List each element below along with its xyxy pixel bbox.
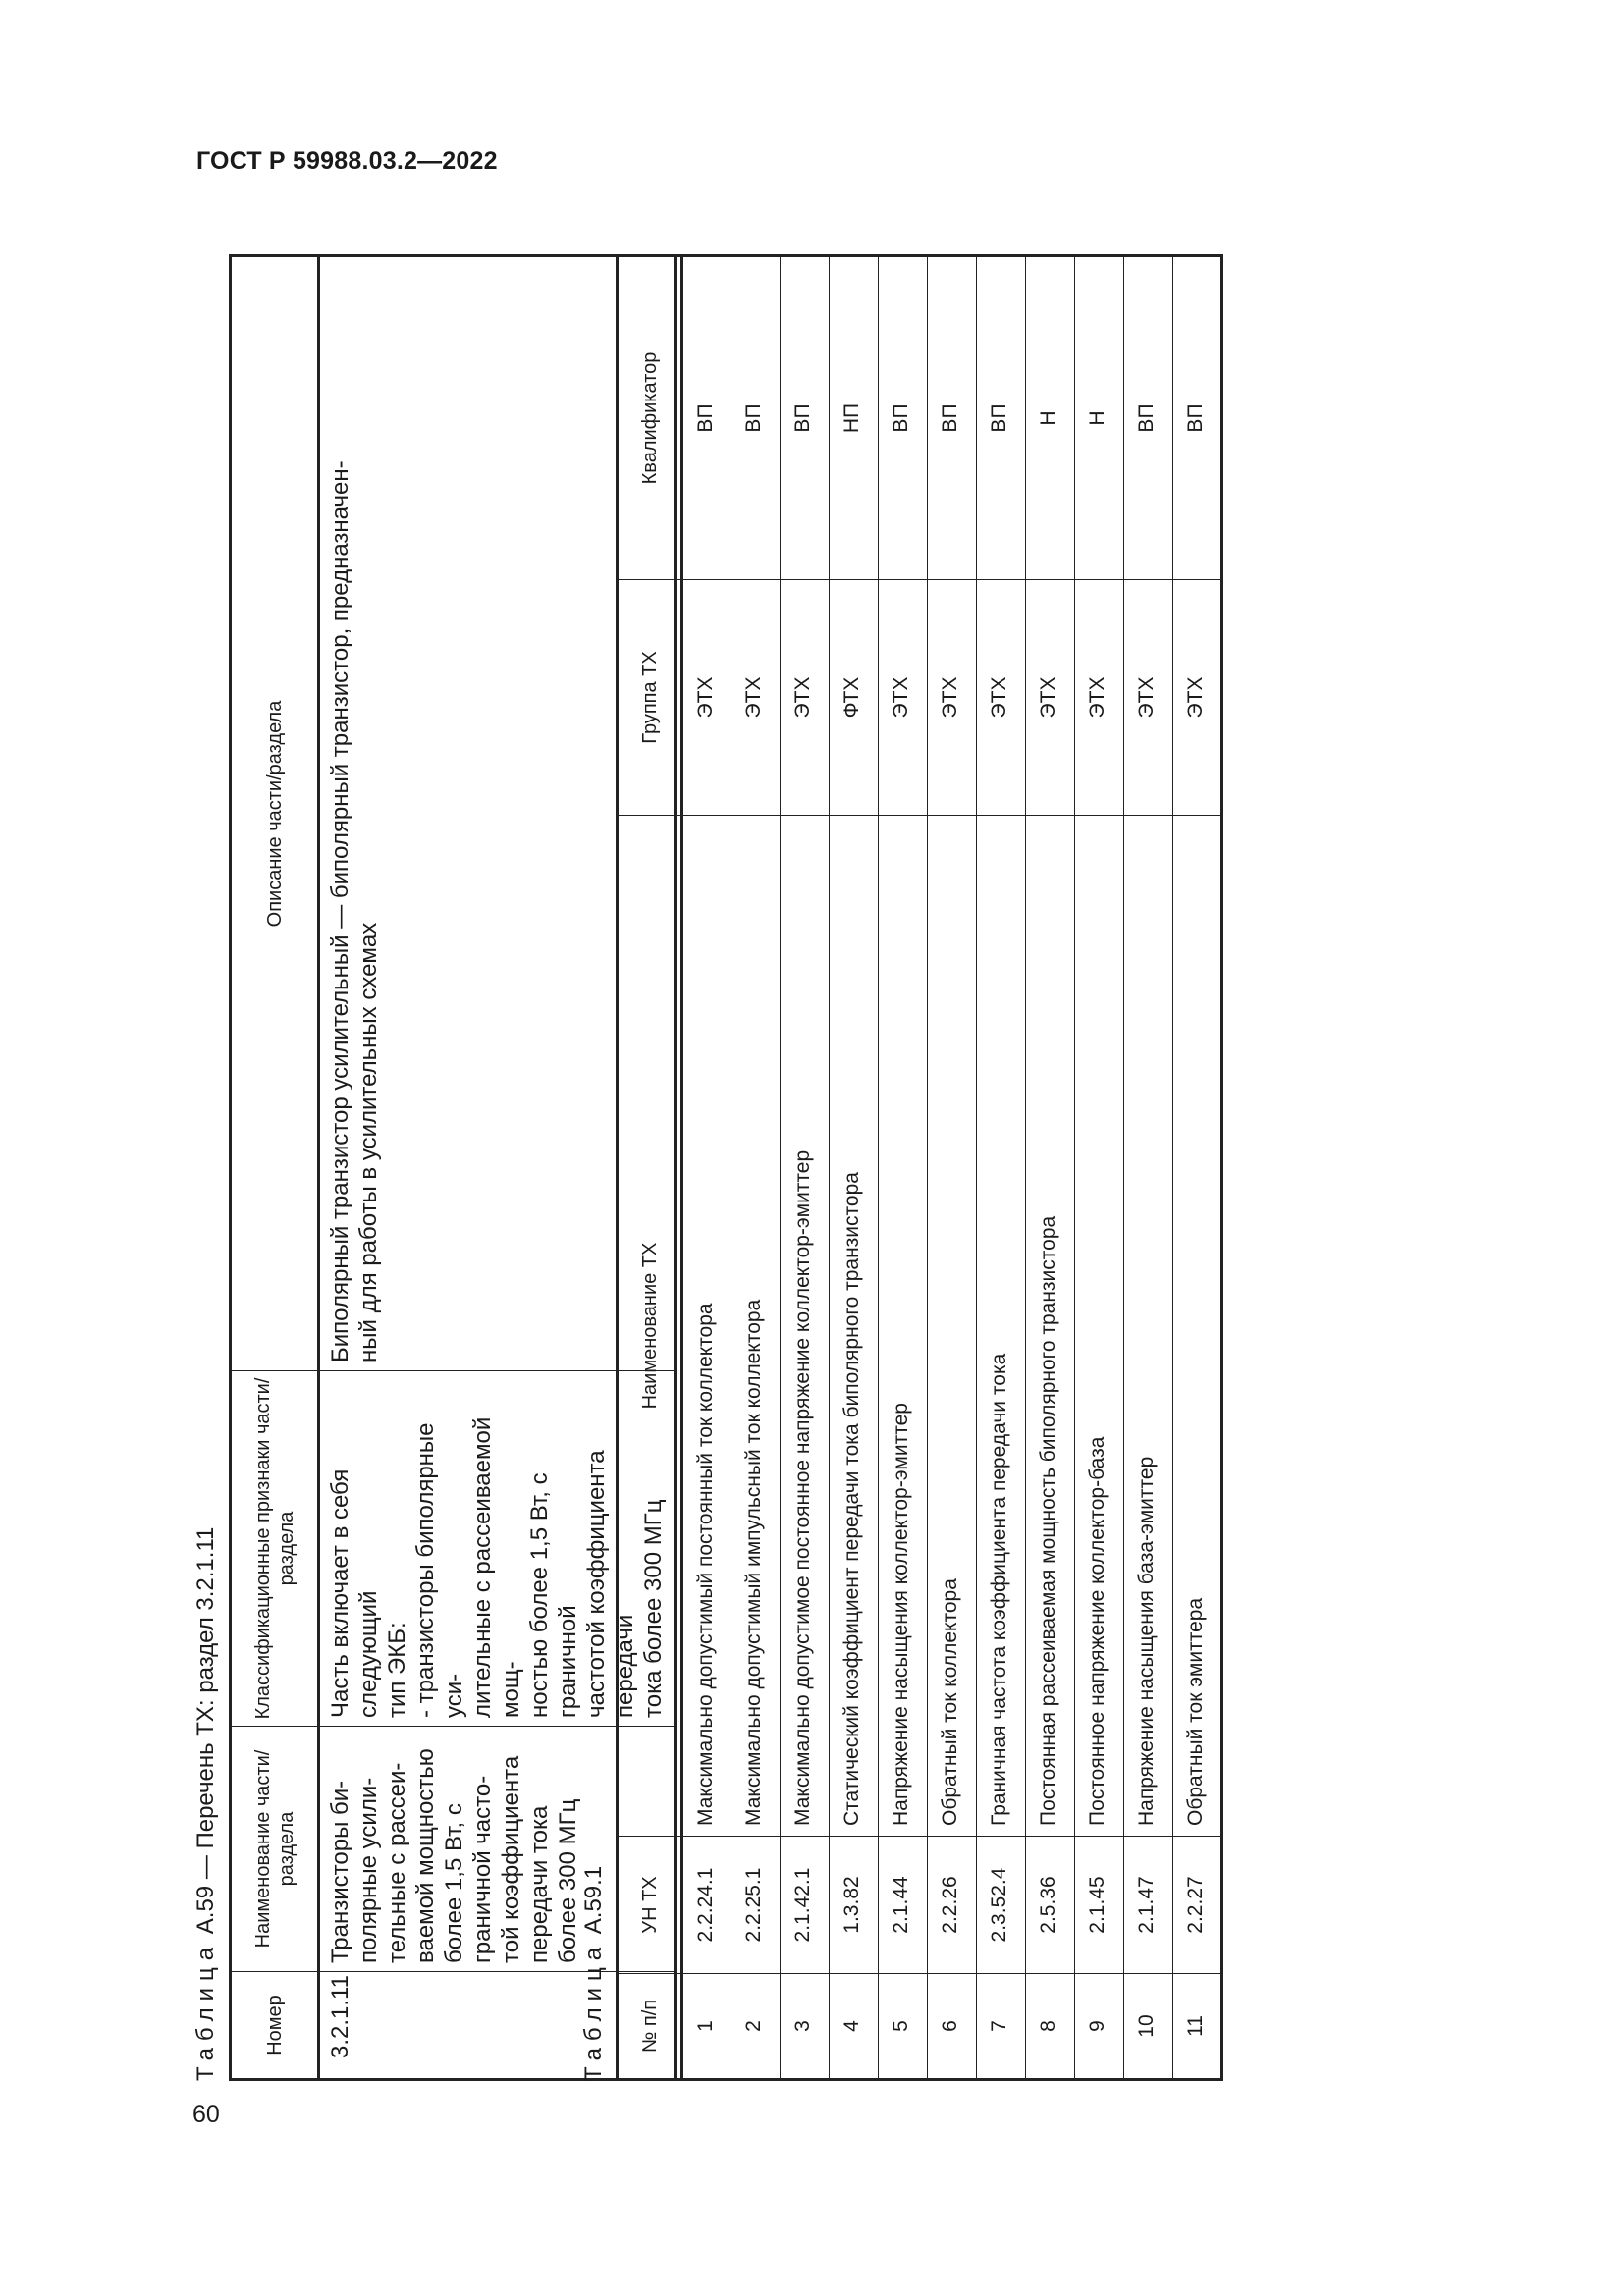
cell-code: 2.1.44 bbox=[879, 1837, 928, 1974]
cell-code: 2.1.45 bbox=[1075, 1837, 1124, 1974]
cell-characteristic-name: Максимально допустимый постоянный ток коллектора bbox=[682, 816, 731, 1837]
table-row bbox=[830, 256, 879, 2080]
cell-qualifier: ВП bbox=[1173, 256, 1222, 580]
cell-qualifier: НП bbox=[830, 256, 879, 580]
column-header-qualifier: Квалификатор bbox=[618, 256, 682, 580]
column-header-name: Наименование части/ раздела bbox=[231, 1727, 319, 1972]
cell-code: 2.3.52.4 bbox=[977, 1837, 1026, 1974]
cell-group: ЭТХ bbox=[731, 580, 781, 816]
caption-text: А.59.1 bbox=[580, 1865, 607, 1935]
cell-group: ФТХ bbox=[830, 580, 879, 816]
column-header-characteristic-name: Наименование ТХ bbox=[618, 816, 682, 1837]
cell-name: Транзисторы би- полярные усили- тельные с рассеи- ваемой мощностью более 1,5 Вт, с граничной часто- той коэффициента передачи тока более 300 МГц bbox=[319, 1727, 676, 1972]
cell-group: ЭТХ bbox=[682, 580, 731, 816]
table-row bbox=[1026, 256, 1075, 2080]
cell-characteristic-name: Максимально допустимое постоянное напряжение коллектор-эмиттер bbox=[781, 816, 830, 1837]
cell-qualifier: ВП bbox=[879, 256, 928, 580]
table-a59-1 bbox=[616, 254, 1223, 2081]
column-header-code: УН ТХ bbox=[618, 1837, 682, 1974]
caption-text: А.59 — Перечень ТХ: раздел 3.2.1.11 bbox=[192, 1526, 219, 1935]
cell-group: ЭТХ bbox=[1173, 580, 1222, 816]
column-header-number: Номер bbox=[231, 1972, 319, 2080]
cell-qualifier: Н bbox=[1026, 256, 1075, 580]
cell-group: ЭТХ bbox=[1026, 580, 1075, 816]
cell-characteristic-name: Обратный ток коллектора bbox=[928, 816, 977, 1837]
table-a59 bbox=[229, 254, 677, 2081]
column-header-description: Описание части/раздела bbox=[231, 256, 319, 1371]
table-a59-caption bbox=[191, 1527, 220, 2081]
cell-characteristic-name: Напряжение насыщения база-эмиттер bbox=[1124, 816, 1173, 1837]
table-row bbox=[1124, 256, 1173, 2080]
cell-group: ЭТХ bbox=[879, 580, 928, 816]
cell-group: ЭТХ bbox=[977, 580, 1026, 816]
cell-code: 2.1.47 bbox=[1124, 1837, 1173, 1974]
cell-code: 2.2.24.1 bbox=[682, 1837, 731, 1974]
document-code: ГОСТ Р 59988.03.2—2022 bbox=[196, 147, 498, 175]
cell-index: 5 bbox=[879, 1974, 928, 2080]
cell-qualifier: ВП bbox=[731, 256, 781, 580]
cell-group: ЭТХ bbox=[1075, 580, 1124, 816]
cell-index: 6 bbox=[928, 1974, 977, 2080]
cell-qualifier: ВП bbox=[781, 256, 830, 580]
cell-qualifier: Н bbox=[1075, 256, 1124, 580]
table-row bbox=[977, 256, 1026, 2080]
caption-prefix: Таблица bbox=[580, 1940, 607, 2081]
table-a59-1-caption bbox=[579, 1866, 608, 2081]
cell-characteristic-name: Напряжение насыщения коллектор-эмиттер bbox=[879, 816, 928, 1837]
table-a59-1-header-row bbox=[618, 256, 682, 2080]
cell-code: 2.2.27 bbox=[1173, 1837, 1222, 1974]
table-row bbox=[781, 256, 830, 2080]
table-row bbox=[731, 256, 781, 2080]
cell-qualifier: ВП bbox=[682, 256, 731, 580]
cell-code: 2.1.42.1 bbox=[781, 1837, 830, 1974]
cell-index: 3 bbox=[781, 1974, 830, 2080]
cell-index: 1 bbox=[682, 1974, 731, 2080]
cell-index: 9 bbox=[1075, 1974, 1124, 2080]
cell-group: ЭТХ bbox=[781, 580, 830, 816]
column-header-classification: Классификационные признаки части/ раздела bbox=[231, 1371, 319, 1727]
cell-classification: Часть включает в себя следующий тип ЭКБ: - транзисторы биполярные уси- лительные с рассеиваемой мощ- ностью более 1,5 Вт, с граничной частотой коэффициента передачи тока более 300 МГц bbox=[319, 1371, 676, 1727]
cell-index: 7 bbox=[977, 1974, 1026, 2080]
cell-characteristic-name: Обратный ток эмиттера bbox=[1173, 816, 1222, 1837]
table-row bbox=[879, 256, 928, 2080]
table-row bbox=[1173, 256, 1222, 2080]
cell-characteristic-name: Статический коэффициент передачи тока биполярного транзистора bbox=[830, 816, 879, 1837]
cell-index: 4 bbox=[830, 1974, 879, 2080]
cell-code: 2.5.36 bbox=[1026, 1837, 1075, 1974]
cell-qualifier: ВП bbox=[928, 256, 977, 580]
caption-prefix: Таблица bbox=[192, 1940, 219, 2081]
cell-characteristic-name: Граничная частота коэффициента передачи тока bbox=[977, 816, 1026, 1837]
cell-description: Биполярный транзистор усилительный — биполярный транзистор, предназначен- ный для работы в усилительных схемах bbox=[319, 256, 676, 1371]
cell-group: ЭТХ bbox=[1124, 580, 1173, 816]
cell-number: 3.2.1.11 bbox=[319, 1972, 676, 2080]
table-a59-1-body bbox=[682, 256, 1222, 2080]
cell-index: 2 bbox=[731, 1974, 781, 2080]
column-header-index: № п/п bbox=[618, 1974, 682, 2080]
cell-index: 8 bbox=[1026, 1974, 1075, 2080]
cell-characteristic-name: Постоянная рассеиваемая мощность биполярного транзистора bbox=[1026, 816, 1075, 1837]
column-header-group: Группа ТХ bbox=[618, 580, 682, 816]
rotated-landscape-content bbox=[191, 196, 1237, 2081]
cell-index: 11 bbox=[1173, 1974, 1222, 2080]
cell-code: 2.2.26 bbox=[928, 1837, 977, 1974]
cell-index: 10 bbox=[1124, 1974, 1173, 2080]
cell-code: 2.2.25.1 bbox=[731, 1837, 781, 1974]
table-row bbox=[682, 256, 731, 2080]
cell-qualifier: ВП bbox=[977, 256, 1026, 580]
cell-code: 1.3.82 bbox=[830, 1837, 879, 1974]
cell-characteristic-name: Максимально допустимый импульсный ток коллектора bbox=[731, 816, 781, 1837]
table-a59-header-row bbox=[231, 256, 319, 2080]
cell-qualifier: ВП bbox=[1124, 256, 1173, 580]
page-number: 60 bbox=[192, 2101, 220, 2128]
cell-group: ЭТХ bbox=[928, 580, 977, 816]
cell-characteristic-name: Постоянное напряжение коллектор-база bbox=[1075, 816, 1124, 1837]
table-row bbox=[1075, 256, 1124, 2080]
table-row bbox=[928, 256, 977, 2080]
